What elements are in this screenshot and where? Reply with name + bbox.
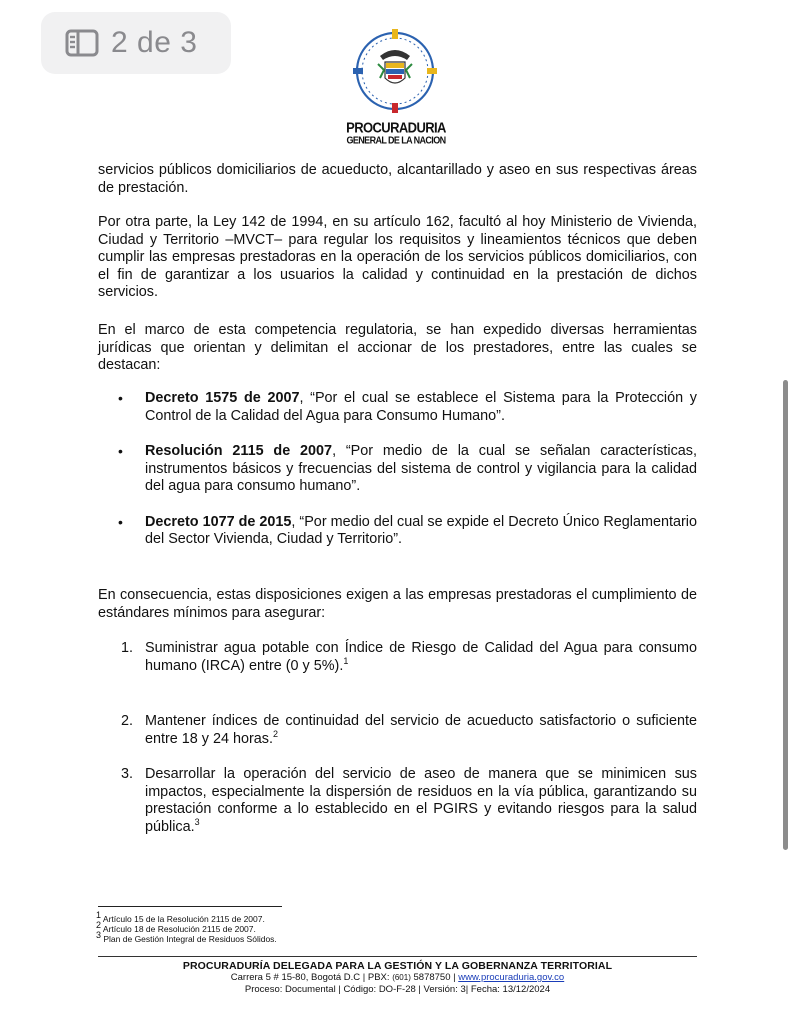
footnote <box>96 910 277 924</box>
page-indicator[interactable] <box>41 12 231 74</box>
page-indicator-label: 2 de 3 <box>111 26 198 59</box>
standard-item <box>98 766 697 836</box>
footnote-ref[interactable]: 1 <box>343 655 349 666</box>
footnote-number: 1 <box>96 910 102 921</box>
standard-text: Mantener índices de continuidad del servicio de acueducto satisfactorio o suficiente entre 18 y 24 horas. <box>145 713 697 747</box>
decree-title: Decreto 1575 de 2007 <box>145 390 300 406</box>
footnote-text: Artículo 18 de Resolución 2115 de 2007. <box>101 924 256 934</box>
bullet: • <box>118 443 123 459</box>
footnote-text: Artículo 15 de la Resolución 2115 de 2007. <box>101 914 265 924</box>
decree-title: Resolución 2115 de 2007 <box>145 443 333 459</box>
footer-org: PROCURADURÍA DELEGADA PARA LA GESTIÓN Y LA GOBERNANZA TERRITORIAL <box>182 960 613 972</box>
sidebar-icon <box>65 29 99 57</box>
decree-text: , “Por medio del cual se expide el Decreto Único Reglamentario del Sector Vivienda, Ciudad y Territorio”. <box>145 513 697 547</box>
decree-item <box>98 443 697 496</box>
footnote-divider <box>98 906 282 907</box>
bullet: • <box>118 513 123 530</box>
footnote-text: Plan de Gestión Integral de Residuos Sólidos. <box>101 934 277 944</box>
decree-item <box>98 390 697 425</box>
website-link[interactable]: www.procuraduria.gov.co <box>458 972 565 983</box>
footer-phone: 5878750 | <box>410 972 459 983</box>
item-number: 2. <box>121 713 134 729</box>
item-number: 1. <box>121 640 134 656</box>
item-number: 3. <box>121 766 134 782</box>
decree-item <box>98 514 697 549</box>
brand-line-2: GENERAL DE LA NACION <box>346 134 446 146</box>
footer-divider <box>98 956 697 957</box>
standard-item <box>98 640 697 675</box>
footnote-ref[interactable]: 3 <box>194 816 200 827</box>
footer-phone-code: (601) <box>392 973 411 982</box>
standard-text: Suministrar agua potable con Índice de Riesgo de Calidad del Agua para consumo humano (IRCA) entre (0 y 5%). <box>145 640 697 674</box>
procuraduria-seal-icon <box>350 26 440 116</box>
footer-contact <box>98 972 697 984</box>
footnote-ref[interactable]: 2 <box>273 728 279 739</box>
standard-item <box>98 713 697 748</box>
footnote <box>96 930 277 944</box>
decree-title: Decreto 1077 de 2015 <box>145 513 292 530</box>
bullet: • <box>118 390 123 406</box>
footnote-number: 2 <box>96 920 102 931</box>
footer-address: Carrera 5 # 15-80, Bogotá D.C | PBX: <box>230 972 393 983</box>
standard-text: Desarrollar la operación del servicio de aseo de manera que se minimicen sus impactos, especialmente la dispersión de residuos en la vía pública, garantizando su prestación conforme a lo establecido en el PGIRS y evitando riesgos para la salud pública. <box>145 766 697 835</box>
paragraph-4: En consecuencia, estas disposiciones exigen a las empresas prestadoras el cumplimiento de estándares mínimos para asegurar: <box>98 587 697 621</box>
page-footer <box>98 960 697 996</box>
decree-text: , “Por medio de la cual se señalan características, instrumentos básicos y frecuencias del sistema de control y vigilancia para la calidad del agua para consumo humano”. <box>145 443 697 494</box>
footnote <box>96 920 277 934</box>
paragraph-3: En el marco de esta competencia regulatoria, se han expedido diversas herramientas jurídicas que orientan y delimitan el accionar de los prestadores, entre las cuales se destacan: <box>98 322 697 373</box>
brand-name <box>340 120 452 145</box>
decree-list <box>98 390 697 567</box>
footnotes <box>96 910 277 944</box>
paragraph-2: Por otra parte, la Ley 142 de 1994, en su artículo 162, facultó al hoy Ministerio de Vivienda, Ciudad y Territorio –MVCT– para regular los requisitos y lineamientos técnicos que deben cumplir las empresas prestadoras en la operación de los servicios públicos domiciliarios, con el fin de garantizar a los usuarios la calidad y continuidad en la prestación de dichos servicios. <box>98 214 697 300</box>
standards-list <box>98 640 697 836</box>
paragraph-1: servicios públicos domiciliarios de acueducto, alcantarillado y aseo en sus respectivas áreas de prestación. <box>98 162 697 196</box>
footer-process: Proceso: Documental | Código: DO-F-28 | Versión: 3| Fecha: 13/12/2024 <box>244 984 551 995</box>
brand-line-1: PROCURADURIA <box>346 118 446 137</box>
decree-text: , “Por el cual se establece el Sistema para la Protección y Control de la Calidad del Agua para Consumo Humano”. <box>145 390 697 424</box>
vertical-scrollbar[interactable] <box>783 380 788 850</box>
footnote-number: 3 <box>96 930 102 941</box>
